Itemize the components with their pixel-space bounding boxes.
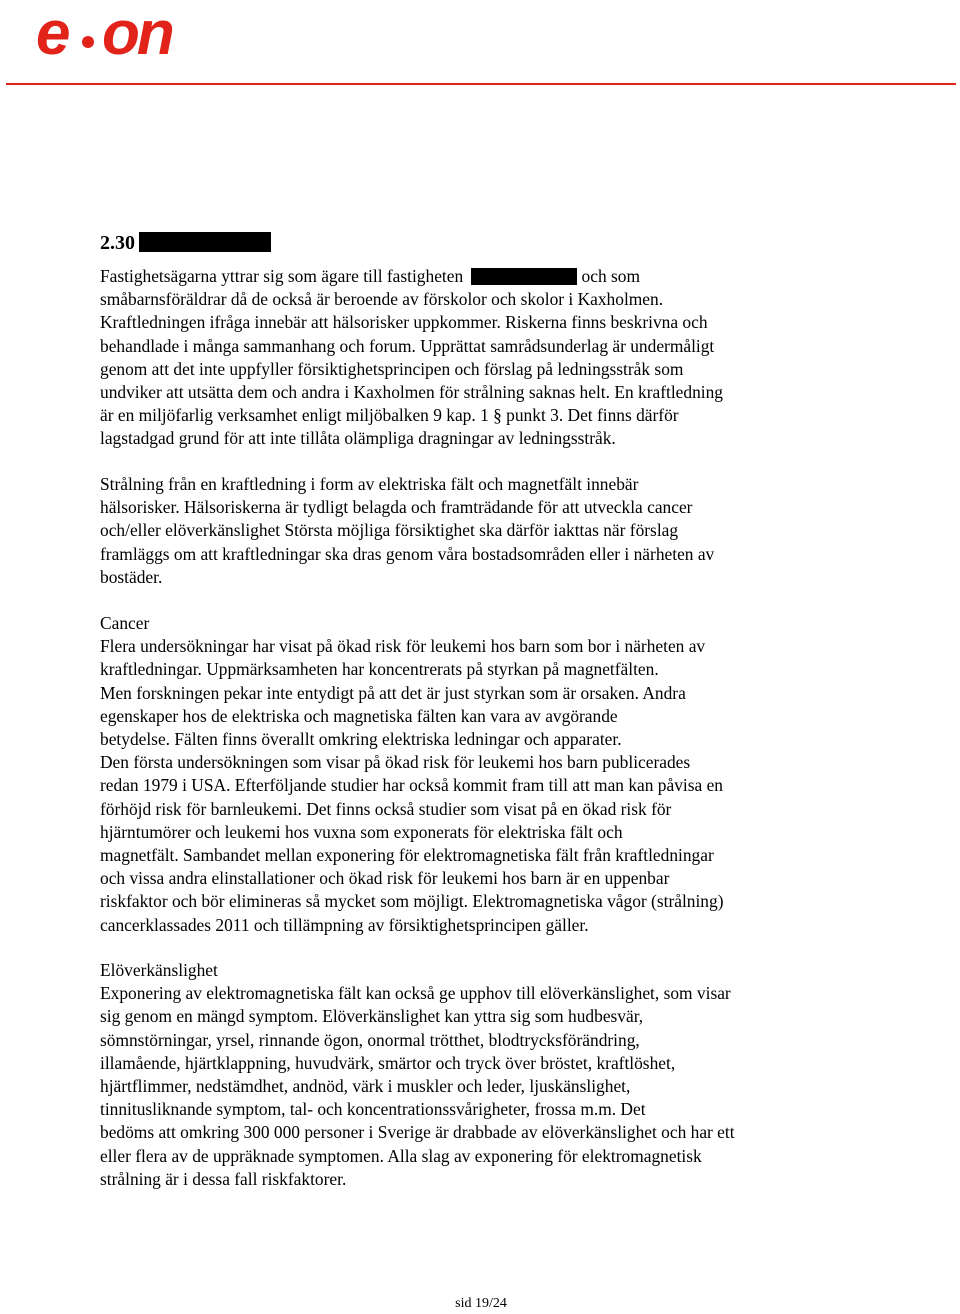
- eon-logo: [36, 4, 226, 69]
- text-line: strålning är i dessa fall riskfaktorer.: [100, 1168, 347, 1189]
- text-line: Exponering av elektromagnetiska fält kan också ge upphov till elöverkänslighet, som visar: [100, 983, 731, 1004]
- text-line: bedöms att omkring 300 000 personer i Sverige är drabbade av elöverkänslighet och har ett: [100, 1122, 735, 1143]
- text-line: kraftledningar. Uppmärksamheten har koncentrerats på styrkan på magnetfälten.: [100, 659, 659, 680]
- text-line: riskfaktor och bör elimineras så mycket som möjligt. Elektromagnetiska vågor (strålning): [100, 891, 724, 912]
- page-number: sid 19/24: [455, 1296, 507, 1311]
- text-line: hälsorisker. Hälsoriskerna är tydligt belagda och framträdande för att utveckla cancer: [100, 497, 693, 518]
- svg-text:e: e: [36, 4, 69, 64]
- text-line: egenskaper hos de elektriska och magnetiska fälten kan vara av avgörande: [100, 705, 618, 726]
- section-electrosensitivity: [100, 959, 860, 1191]
- section-cancer: [100, 612, 860, 937]
- text-line: Fastighetsägarna yttrar sig som ägare till fastigheten och som: [100, 266, 640, 286]
- text-line: sömnstörningar, yrsel, rinnande ögon, onormal trötthet, blodtrycksförändring,: [100, 1029, 640, 1050]
- text-line: Men forskningen pekar inte entydigt på att det är just styrkan som är orsaken. Andra: [100, 682, 686, 703]
- text-line: Flera undersökningar har visat på ökad risk för leukemi hos barn som bor i närheten av: [100, 636, 706, 657]
- header-divider: [6, 83, 956, 85]
- text-line: framläggs om att kraftledningar ska dras genom våra bostadsområden eller i närheten av: [100, 543, 715, 564]
- eon-logo-graphic: [36, 4, 226, 64]
- text-line: betydelse. Fälten finns överallt omkring elektriska ledningar och apparater.: [100, 729, 622, 750]
- text-line: bostäder.: [100, 566, 163, 587]
- text-line: och/eller elöverkänslighet Största möjliga försiktighet ska därför iakttas när förslag: [100, 520, 679, 541]
- subheading-electrosensitivity: Elöverkänslighet: [100, 960, 218, 980]
- section-heading: [100, 229, 271, 257]
- text-line: Den första undersökningen som visar på ökad risk för leukemi hos barn publicerades: [100, 752, 691, 773]
- text-line: redan 1979 i USA. Efterföljande studier har också kommit fram till att man kan påvisa en: [100, 775, 723, 796]
- text-line: magnetfält. Sambandet mellan exponering för elektromagnetiska fält från kraftledningar: [100, 845, 714, 866]
- text-line: och vissa andra elinstallationer och ökad risk för leukemi hos barn är en uppenbar: [100, 868, 670, 889]
- text-line: småbarnsföräldrar då de också är beroende av förskolor och skolor i Kaxholmen.: [100, 289, 664, 310]
- text-line: genom att det inte uppfyller försiktighetsprincipen och förslag på ledningsstråk som: [100, 358, 684, 379]
- text-line: cancerklassades 2011 och tillämpning av försiktighetsprincipen gäller.: [100, 914, 589, 935]
- text-line: lagstadgad grund för att inte tillåta olämpliga dragningar av ledningsstråk.: [100, 428, 616, 449]
- text-line: förhöjd risk för barnleukemi. Det finns också studier som visat på en ökad risk för: [100, 798, 672, 819]
- paragraph-radiation: [100, 473, 860, 589]
- svg-text:on: on: [102, 4, 172, 64]
- text-line: hjärntumörer och leukemi hos vuxna som exponerats för elektriska fält och: [100, 821, 623, 842]
- text-line: hjärtflimmer, nedstämdhet, andnöd, värk i muskler och leder, ljuskänslighet,: [100, 1076, 631, 1097]
- redacted-title: [139, 232, 271, 252]
- page-footer: [0, 1295, 960, 1313]
- section-number: 2.30: [100, 232, 135, 254]
- text-line: sig genom en mängd symptom. Elöverkänslighet kan yttra sig som hudbesvär,: [100, 1006, 644, 1027]
- text-line: eller flera av de uppräknade symptomen. Alla slag av exponering för elektromagnetisk: [100, 1145, 702, 1166]
- paragraph-property-owners: [100, 265, 860, 451]
- text-line: Kraftledningen ifråga innebär att hälsorisker uppkommer. Riskerna finns beskrivna och: [100, 312, 708, 333]
- text-line: tinnitusliknande symptom, tal- och koncentrationssvårigheter, frossa m.m. Det: [100, 1099, 646, 1120]
- text-line: Strålning från en kraftledning i form av elektriska fält och magnetfält innebär: [100, 474, 639, 494]
- redacted-property: [471, 268, 577, 285]
- text-line: undviker att utsätta dem och andra i Kaxholmen för strålning saknas helt. En kraftledning: [100, 382, 723, 403]
- text-line: är en miljöfarlig verksamhet enligt miljöbalken 9 kap. 1 § punkt 3. Det finns därför: [100, 405, 679, 426]
- text-line: illamående, hjärtklappning, huvudvärk, smärtor och tryck över bröstet, kraftlöshet,: [100, 1052, 676, 1073]
- text-line: behandlade i många sammanhang och forum. Upprättat samrådsunderlag är undermåligt: [100, 335, 715, 356]
- subheading-cancer: Cancer: [100, 613, 150, 633]
